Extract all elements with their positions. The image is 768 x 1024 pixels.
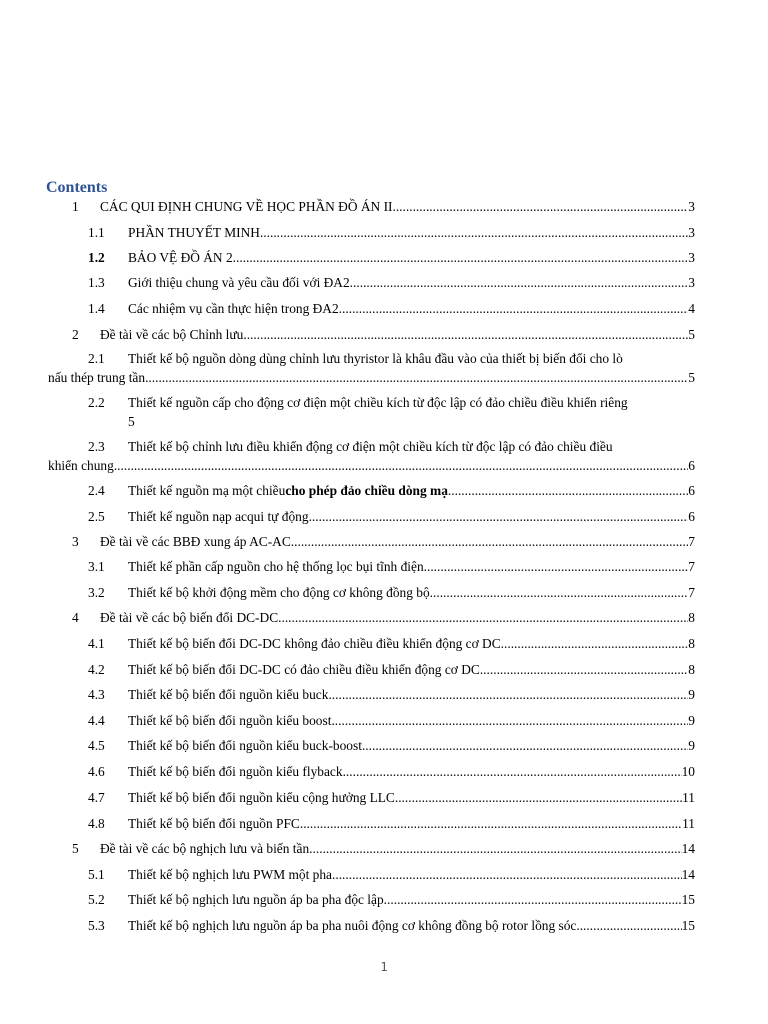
dot-leader <box>260 223 688 242</box>
dot-leader <box>362 736 688 755</box>
toc-entry[interactable] <box>60 299 695 318</box>
toc-entry-title: PHẦN THUYẾT MINH <box>128 225 260 240</box>
toc-entry-page: 5 <box>688 327 695 342</box>
toc-entry-number: 3 <box>72 534 79 549</box>
toc-entry-title: Đề tài về các bộ nghịch lưu và biến tần <box>100 841 310 856</box>
toc-entry-number: 5.1 <box>88 867 105 882</box>
toc-entry-title: Thiết kế bộ nghịch lưu nguồn áp ba pha nuôi động cơ không đồng bộ rotor lồng sóc <box>128 918 577 933</box>
toc-heading: Contents <box>46 179 108 196</box>
toc-entry-title: BẢO VỆ ĐỒ ÁN 2 <box>128 250 233 265</box>
page-number: 1 <box>380 960 388 974</box>
toc-entry-title: Các nhiệm vụ cần thực hiện trong ĐA2 <box>128 301 339 316</box>
toc-entry-number: 4.4 <box>88 713 105 728</box>
toc-entry-page: 8 <box>688 662 695 677</box>
toc-entry-title: Thiết kế bộ biến đổi nguồn PFC <box>128 816 300 831</box>
toc-entry[interactable] <box>60 248 695 267</box>
toc-entry-number: 4.3 <box>88 687 105 702</box>
toc-entry[interactable] <box>60 273 695 292</box>
toc-entry[interactable] <box>60 507 695 526</box>
toc-entry-page: 8 <box>688 636 695 651</box>
toc-entry-page: 5 <box>688 370 695 385</box>
dot-leader <box>309 839 681 858</box>
dot-leader <box>309 507 689 526</box>
toc-entry-title: Thiết kế bộ nghịch lưu nguồn áp ba pha độc lập <box>128 892 384 907</box>
dot-leader <box>243 325 688 344</box>
toc-entry[interactable] <box>60 325 695 344</box>
toc-entry-title: Thiết kế nguồn nạp acqui tự động <box>128 509 309 524</box>
toc-entry-title: CÁC QUI ĐỊNH CHUNG VỀ HỌC PHẦN ĐỒ ÁN II <box>100 199 393 214</box>
toc-entry-number: 4.7 <box>88 790 105 805</box>
toc-entry-number: 4 <box>72 610 79 625</box>
dot-leader <box>233 248 689 267</box>
toc-entry[interactable] <box>60 814 695 833</box>
toc-entry[interactable] <box>60 788 695 807</box>
dot-leader <box>501 634 689 653</box>
toc-entry-page: 11 <box>682 816 695 831</box>
dot-leader <box>576 916 681 935</box>
toc-entry-number: 1.1 <box>88 225 105 240</box>
toc-entry-number: 3.1 <box>88 559 105 574</box>
toc-entry[interactable] <box>60 762 695 781</box>
toc-entry[interactable] <box>60 685 695 704</box>
dot-leader <box>114 456 688 475</box>
toc-entry-number: 1.3 <box>88 275 105 290</box>
toc-entry[interactable] <box>60 393 695 431</box>
toc-entry-number: 4.1 <box>88 636 105 651</box>
dot-leader <box>291 532 689 551</box>
toc-entry-number: 1.4 <box>88 301 105 316</box>
dot-leader <box>328 685 688 704</box>
dot-leader <box>332 865 682 884</box>
dot-leader <box>278 608 688 627</box>
toc-entry[interactable] <box>60 223 695 242</box>
toc-entry-title: Thiết kế bộ nghịch lưu PWM một pha <box>128 867 332 882</box>
toc-entry-title: Thiết kế bộ biến đổi DC-DC không đảo chiều điều khiển động cơ DC <box>128 636 501 651</box>
dot-leader <box>331 711 688 730</box>
toc-entry-page: 15 <box>681 892 695 907</box>
toc-entry[interactable] <box>60 711 695 730</box>
toc-entry-page: 6 <box>688 458 695 473</box>
toc-entry-title: Đề tài về các bộ Chỉnh lưu <box>100 327 244 342</box>
toc-entry-number: 5 <box>72 841 79 856</box>
dot-leader <box>343 762 682 781</box>
toc-entry[interactable] <box>60 736 695 755</box>
toc-entry-page: 6 <box>688 509 695 524</box>
toc-entry-title: Thiết kế bộ biến đổi nguồn kiểu flyback <box>128 764 343 779</box>
toc-entry-title: Giới thiệu chung và yêu cầu đối với ĐA2 <box>128 275 350 290</box>
toc-entry-number: 2.5 <box>88 509 105 524</box>
toc-entry[interactable] <box>48 349 695 387</box>
toc-entry[interactable] <box>60 890 695 909</box>
toc-entry-page: 9 <box>688 738 695 753</box>
toc-entry-page: 7 <box>688 559 695 574</box>
toc-entry[interactable] <box>60 532 695 551</box>
dot-leader <box>339 299 689 318</box>
toc-entry-number: 4.5 <box>88 738 105 753</box>
dot-leader <box>350 273 689 292</box>
toc-entry-number: 1.2 <box>88 250 105 265</box>
toc-entry-page: 3 <box>688 199 695 214</box>
toc-entry-page: 10 <box>681 764 695 779</box>
toc-entry-page: 7 <box>688 585 695 600</box>
dot-leader <box>480 660 688 679</box>
toc-entry-title: Thiết kế nguồn cấp cho động cơ điện một chiều kích từ độc lập có đảo chiều điều khiển riêng <box>128 395 628 410</box>
toc-entry-page: 9 <box>688 713 695 728</box>
toc-entry-page: 9 <box>688 687 695 702</box>
toc-entry-page: 14 <box>681 841 695 856</box>
toc-entry-title: Thiết kế bộ biến đổi nguồn kiểu boost <box>128 713 332 728</box>
toc-entry-title-bold: cho phép đảo chiều dòng mạ <box>285 483 448 498</box>
toc-entry-number: 3.2 <box>88 585 105 600</box>
toc-entry-page: 5 <box>128 414 135 429</box>
toc-entry-number: 4.8 <box>88 816 105 831</box>
toc-entry-title-continued: nấu thép trung tần <box>48 370 146 385</box>
toc-entry-page: 3 <box>688 225 695 240</box>
dot-leader <box>300 814 682 833</box>
toc-entry-number: 1 <box>72 199 79 214</box>
toc-entry-title: Đề tài về các bộ biến đổi DC-DC <box>100 610 279 625</box>
toc-entry[interactable] <box>60 583 695 602</box>
toc-entry-title: Thiết kế bộ biến đổi DC-DC có đảo chiều điều khiển động cơ DC <box>128 662 480 677</box>
toc-entry-number: 2.2 <box>88 395 105 410</box>
toc-entry-page: 8 <box>688 610 695 625</box>
dot-leader <box>145 368 688 387</box>
toc-entry-title: Thiết kế bộ biến đổi nguồn kiểu cộng hưởng LLC <box>128 790 395 805</box>
toc-entry[interactable] <box>60 481 695 500</box>
dot-leader <box>392 197 688 216</box>
toc-entry-title: Thiết kế phần cấp nguồn cho hệ thống lọc bụi tĩnh điện <box>128 559 424 574</box>
toc-entry-title: Thiết kế bộ biến đổi nguồn kiểu buck-boost <box>128 738 362 753</box>
toc-entry-page: 4 <box>688 301 695 316</box>
toc-entry-page: 3 <box>688 275 695 290</box>
toc-entry-page: 7 <box>688 534 695 549</box>
toc-entry-page: 11 <box>682 790 695 805</box>
toc-entry[interactable] <box>60 839 695 858</box>
dot-leader <box>395 788 682 807</box>
toc-entry-title: Thiết kế nguồn mạ một chiều <box>128 483 286 498</box>
toc-entry-number: 4.6 <box>88 764 105 779</box>
toc-entry-title: Thiết kế bộ chỉnh lưu điều khiển động cơ điện một chiều kích từ độc lập có đảo chiều điều <box>128 439 613 454</box>
toc-entry-page: 6 <box>688 483 695 498</box>
toc-entry[interactable] <box>60 634 695 653</box>
toc-entry[interactable] <box>60 197 695 216</box>
toc-entry[interactable] <box>60 557 695 576</box>
toc-entry-title: Đề tài về các BBĐ xung áp AC-AC <box>100 534 291 549</box>
toc-entry[interactable] <box>60 916 695 935</box>
dot-leader <box>424 557 689 576</box>
toc-entry-page: 14 <box>681 867 695 882</box>
toc-entry-number: 2.3 <box>88 439 105 454</box>
toc-entry-number: 2 <box>72 327 79 342</box>
toc-entry-title: Thiết kế bộ biến đổi nguồn kiểu buck <box>128 687 329 702</box>
toc-entry-title: Thiết kế bộ nguồn dòng dùng chỉnh lưu thyristor là khâu đầu vào của thiết bị biến đổi cho lò <box>128 351 623 366</box>
toc-entry-number: 5.3 <box>88 918 105 933</box>
toc-entry-number: 4.2 <box>88 662 105 677</box>
toc-entry[interactable] <box>60 608 695 627</box>
toc-entry-title-continued: khiển chung <box>48 458 114 473</box>
toc-entry-page: 15 <box>681 918 695 933</box>
dot-leader <box>448 481 688 500</box>
toc-entry-number: 2.4 <box>88 483 105 498</box>
toc-entry-page: 3 <box>688 250 695 265</box>
toc-entry[interactable] <box>60 660 695 679</box>
toc-entry[interactable] <box>48 437 695 475</box>
dot-leader <box>384 890 682 909</box>
toc-entry-title: Thiết kế bộ khởi động mềm cho động cơ không đồng bộ <box>128 585 430 600</box>
dot-leader <box>430 583 689 602</box>
toc-entry-number: 5.2 <box>88 892 105 907</box>
toc-entry[interactable] <box>60 865 695 884</box>
toc-entry-number: 2.1 <box>88 351 105 366</box>
